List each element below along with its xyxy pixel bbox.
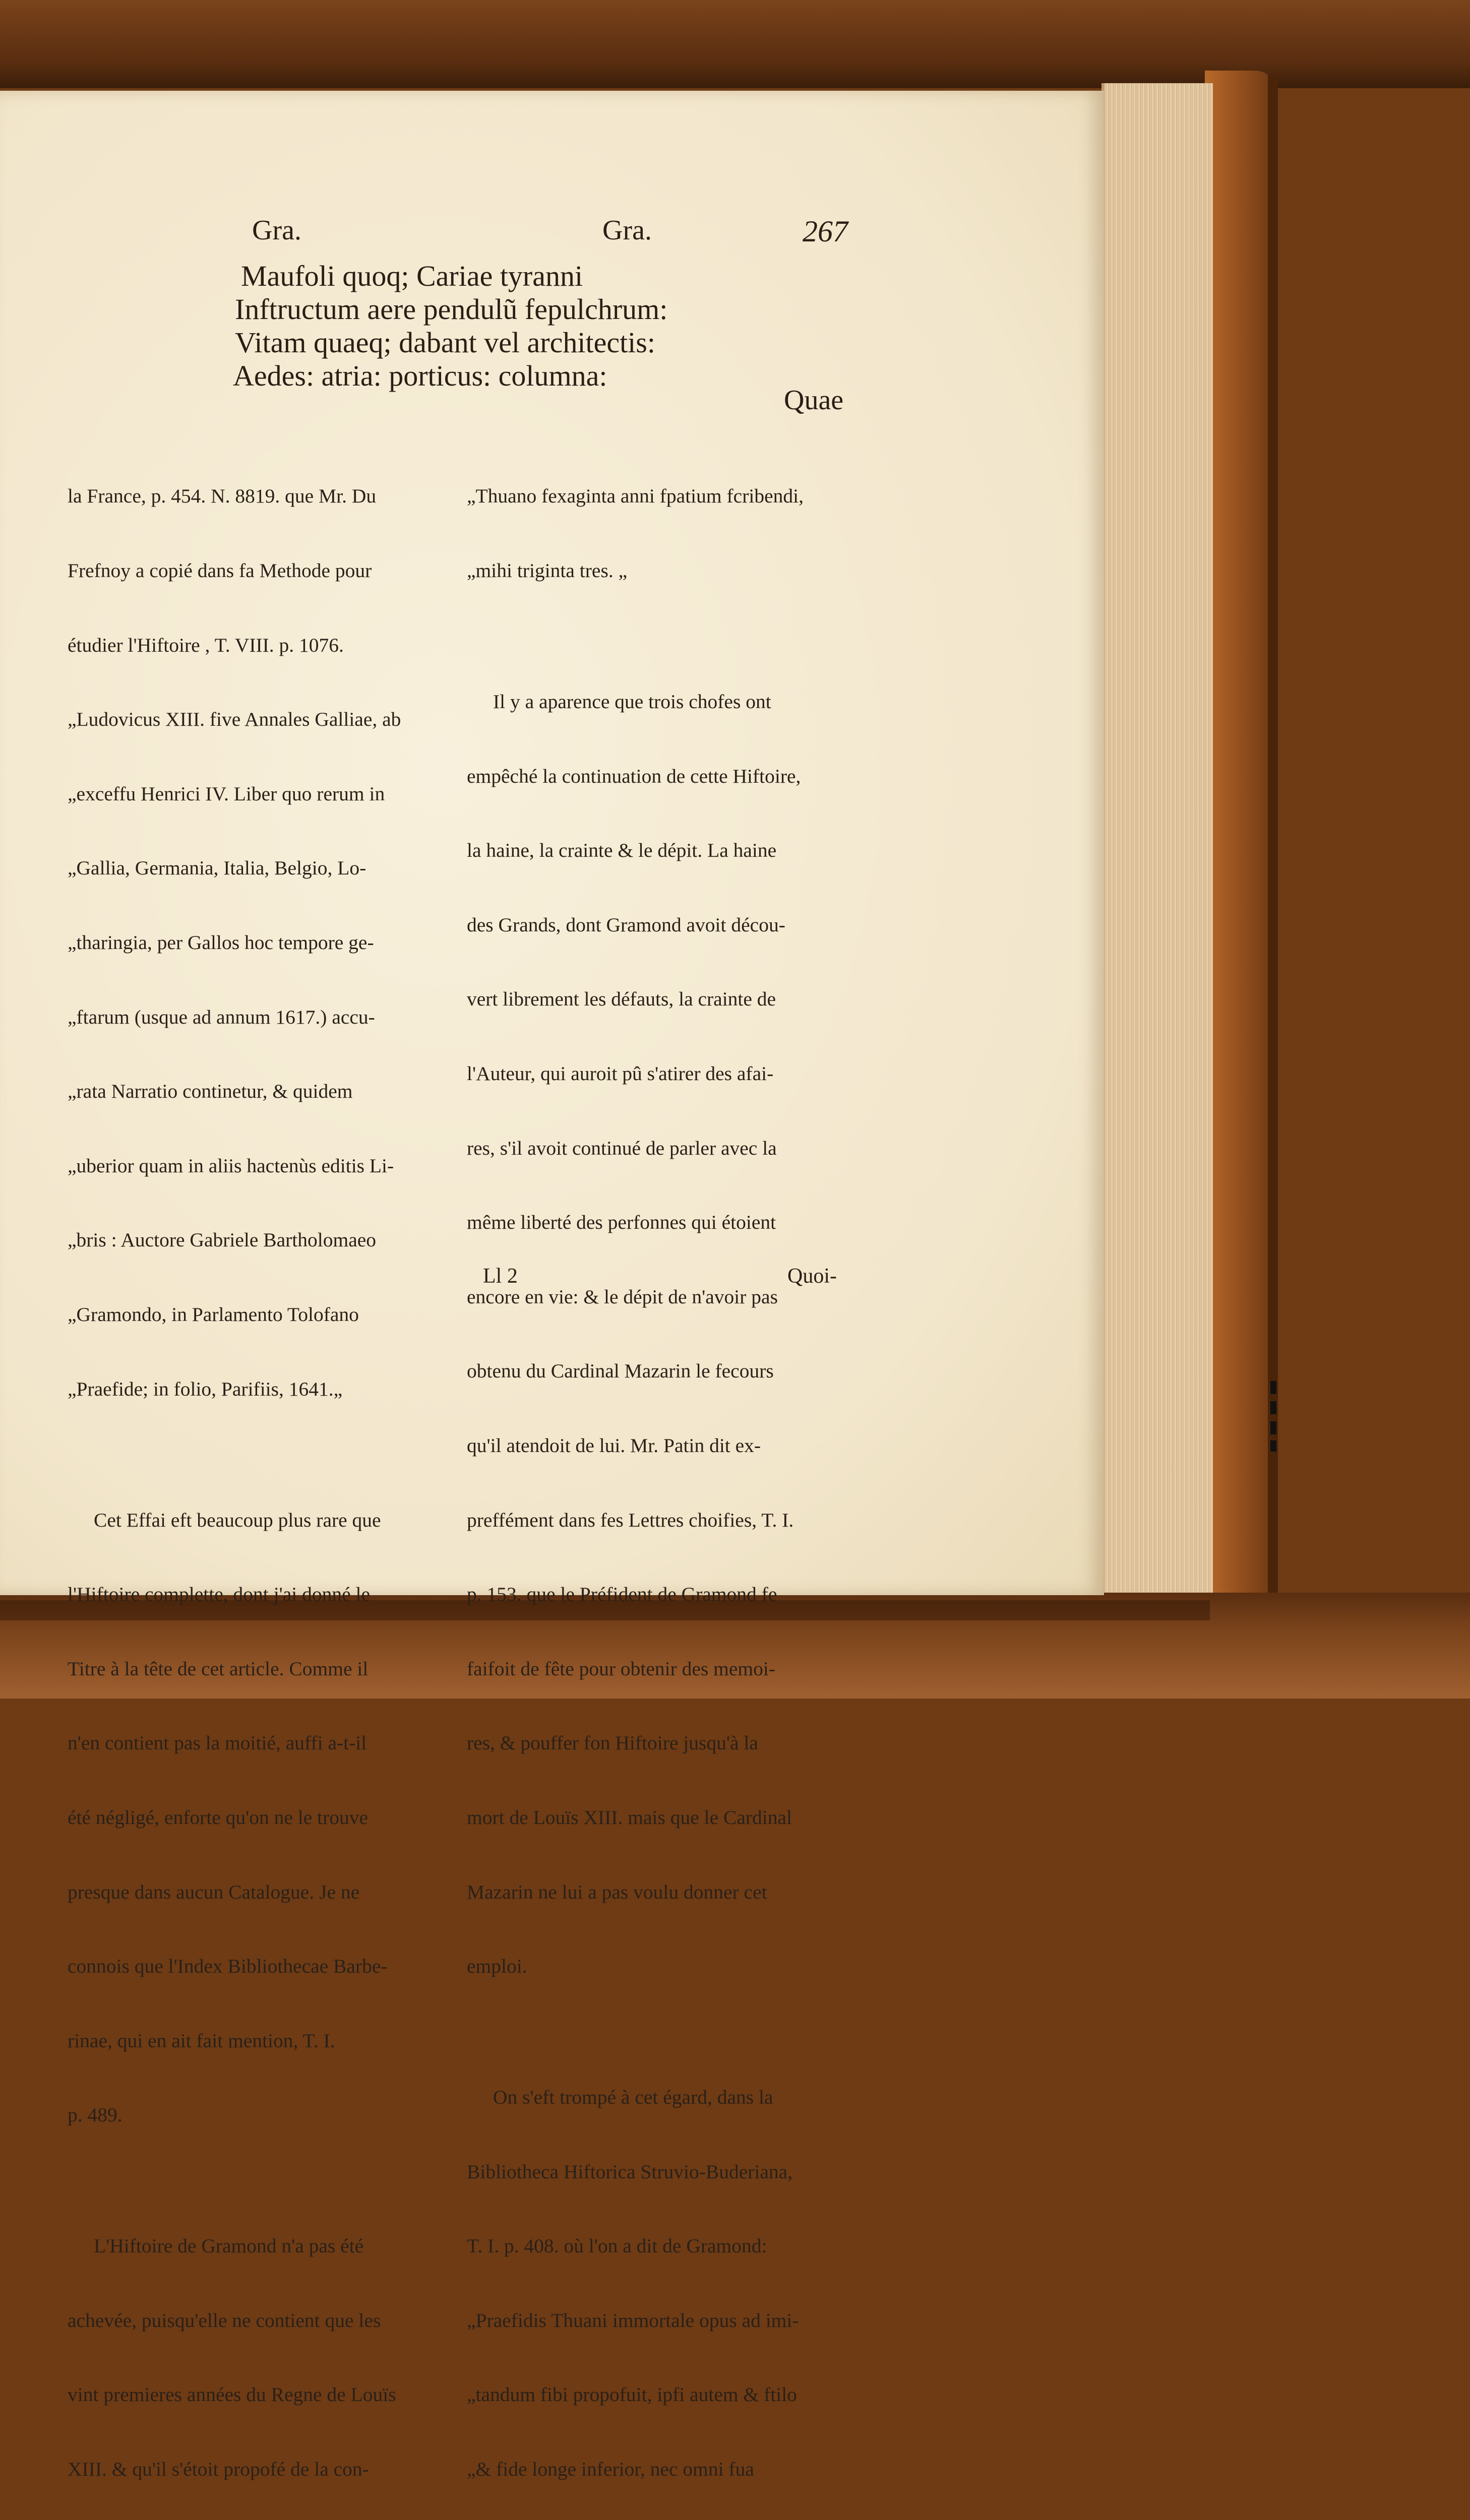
text-line: empêché la continuation de cette Hiftoire, — [467, 765, 801, 787]
text-line: res, & pouffer fon Hiftoire jusqu'à la — [467, 1732, 758, 1754]
text-line: p. 489. — [68, 2104, 122, 2126]
paragraph-start: On s'eft trompé à cet égard, dans la — [493, 2086, 773, 2109]
verse-line: Vitam quaeq; dabant vel architectis: — [235, 326, 655, 359]
text-line: étudier l'Hiftoire , T. VIII. p. 1076. — [68, 634, 344, 656]
text-line: „& fide longe inferior, nec omni fua — [467, 2458, 754, 2481]
text-line: p. 153. que le Préfident de Gramond fe — [467, 1583, 777, 1606]
text-line: „exceffu Henrici IV. Liber quo rerum in — [68, 782, 385, 805]
text-line: achevée, puisqu'elle ne contient que les — [68, 2309, 381, 2332]
text-line: des Grands, dont Gramond avoit décou- — [467, 913, 785, 936]
text-line: encore en vie: & le dépit de n'avoir pas — [467, 1285, 778, 1308]
text-line: même liberté des perfonnes qui étoient — [467, 1211, 776, 1234]
text-line: Mazarin ne lui a pas voulu donner cet — [467, 1880, 767, 1903]
text-line: mort de Louïs XIII. mais que le Cardinal — [467, 1806, 792, 1829]
text-line: „tharingia, per Gallos hoc tempore ge- — [68, 931, 374, 954]
text-line: Bibliotheca Hiftorica Struvio-Buderiana, — [467, 2160, 793, 2183]
text-line: été négligé, enforte qu'on ne le trouve — [68, 1806, 369, 1829]
text-line: faifoit de fête pour obtenir des memoi- — [467, 1657, 776, 1680]
right-column — [467, 434, 850, 2520]
binding-edge — [1268, 76, 1278, 1593]
text-line: res, s'il avoit continué de parler avec la — [467, 1137, 777, 1159]
text-line: l'Hiftoire complette, dont j'ai donné le — [68, 1583, 370, 1606]
text-line: T. I. p. 408. où l'on a dit de Gramond: — [467, 2235, 767, 2257]
paragraph-start: Cet Effai eft beaucoup plus rare que — [94, 1508, 381, 1531]
page-number: 267 — [803, 215, 848, 248]
text-line: „Gallia, Germania, Italia, Belgio, Lo- — [68, 857, 366, 879]
verse-line: Aedes: atria: porticus: columna: — [233, 359, 607, 392]
binding-cover-right — [1205, 71, 1275, 1598]
text-line: rinae, qui en ait fait mention, T. I. — [68, 2029, 335, 2052]
ruler-marks — [1270, 1381, 1277, 1452]
paragraph-start: L'Hiftoire de Gramond n'a pas été — [94, 2235, 364, 2257]
header-center: Gra. — [602, 215, 652, 246]
text-line: XIII. & qu'il s'étoit propofé de la con- — [68, 2458, 369, 2481]
text-line: Frefnoy a copié dans fa Methode pour — [68, 559, 372, 582]
text-line: vint premieres années du Regne de Louïs — [68, 2383, 396, 2406]
text-line: n'en contient pas la moitié, auffi a-t-il — [68, 1732, 367, 1754]
header-left: Gra. — [252, 215, 301, 246]
text-line: „Thuano fexaginta anni fpatium fcribendi, — [467, 485, 804, 508]
text-line: Titre à la tête de cet article. Comme il — [68, 1657, 369, 1680]
text-line: qu'il atendoit de lui. Mr. Patin dit ex- — [467, 1434, 761, 1457]
text-line: „mihi triginta tres. „ — [467, 559, 628, 582]
verse-line: Inftructum aere pendulũ fepulchrum: — [235, 293, 668, 326]
paragraph-start: Il y a aparence que trois chofes ont — [493, 690, 771, 713]
text-line: „tandum fibi propofuit, ipfi autem & ftilo — [467, 2383, 797, 2406]
text-line: la France, p. 454. N. 8819. que Mr. Du — [68, 485, 377, 508]
catchword-top: Quae — [784, 385, 844, 416]
text-line: preffément dans fes Lettres choifies, T. I. — [467, 1508, 794, 1531]
text-line: „bris : Auctore Gabriele Bartholomaeo — [68, 1229, 377, 1251]
text-line: la haine, la crainte & le dépit. La haine — [467, 839, 777, 862]
signature-mark: Ll 2 — [483, 1265, 518, 1288]
verse-line: Maufoli quoq; Cariae tyranni — [241, 260, 583, 292]
text-line: „Praefide; in folio, Parifiis, 1641.„ — [68, 1377, 343, 1400]
catchword-bottom: Quoi- — [787, 1265, 837, 1288]
text-line: „Gramondo, in Parlamento Tolofano — [68, 1303, 359, 1326]
text-line: „ftarum (usque ad annum 1617.) accu- — [68, 1005, 375, 1028]
text-line: „Ludovicus XIII. five Annales Galliae, ab — [68, 708, 401, 731]
text-line: vert librement les défauts, la crainte de — [467, 988, 776, 1011]
text-line: obtenu du Cardinal Mazarin le fecours — [467, 1360, 774, 1382]
text-line: presque dans aucun Catalogue. Je ne — [68, 1880, 360, 1903]
left-column — [68, 434, 443, 2520]
text-line: emploi. — [467, 1955, 527, 1978]
text-line: „rata Narratio continetur, & quidem — [68, 1080, 353, 1103]
text-line: „uberior quam in aliis hactenùs editis Li- — [68, 1154, 394, 1177]
page-block-edge — [1101, 83, 1213, 1600]
text-line: connois que l'Index Bibliothecae Barbe- — [68, 1955, 388, 1978]
text-line: l'Auteur, qui auroit pû s'atirer des afai- — [467, 1062, 774, 1085]
text-line: „Praefidis Thuani immortale opus ad imi- — [467, 2309, 799, 2332]
